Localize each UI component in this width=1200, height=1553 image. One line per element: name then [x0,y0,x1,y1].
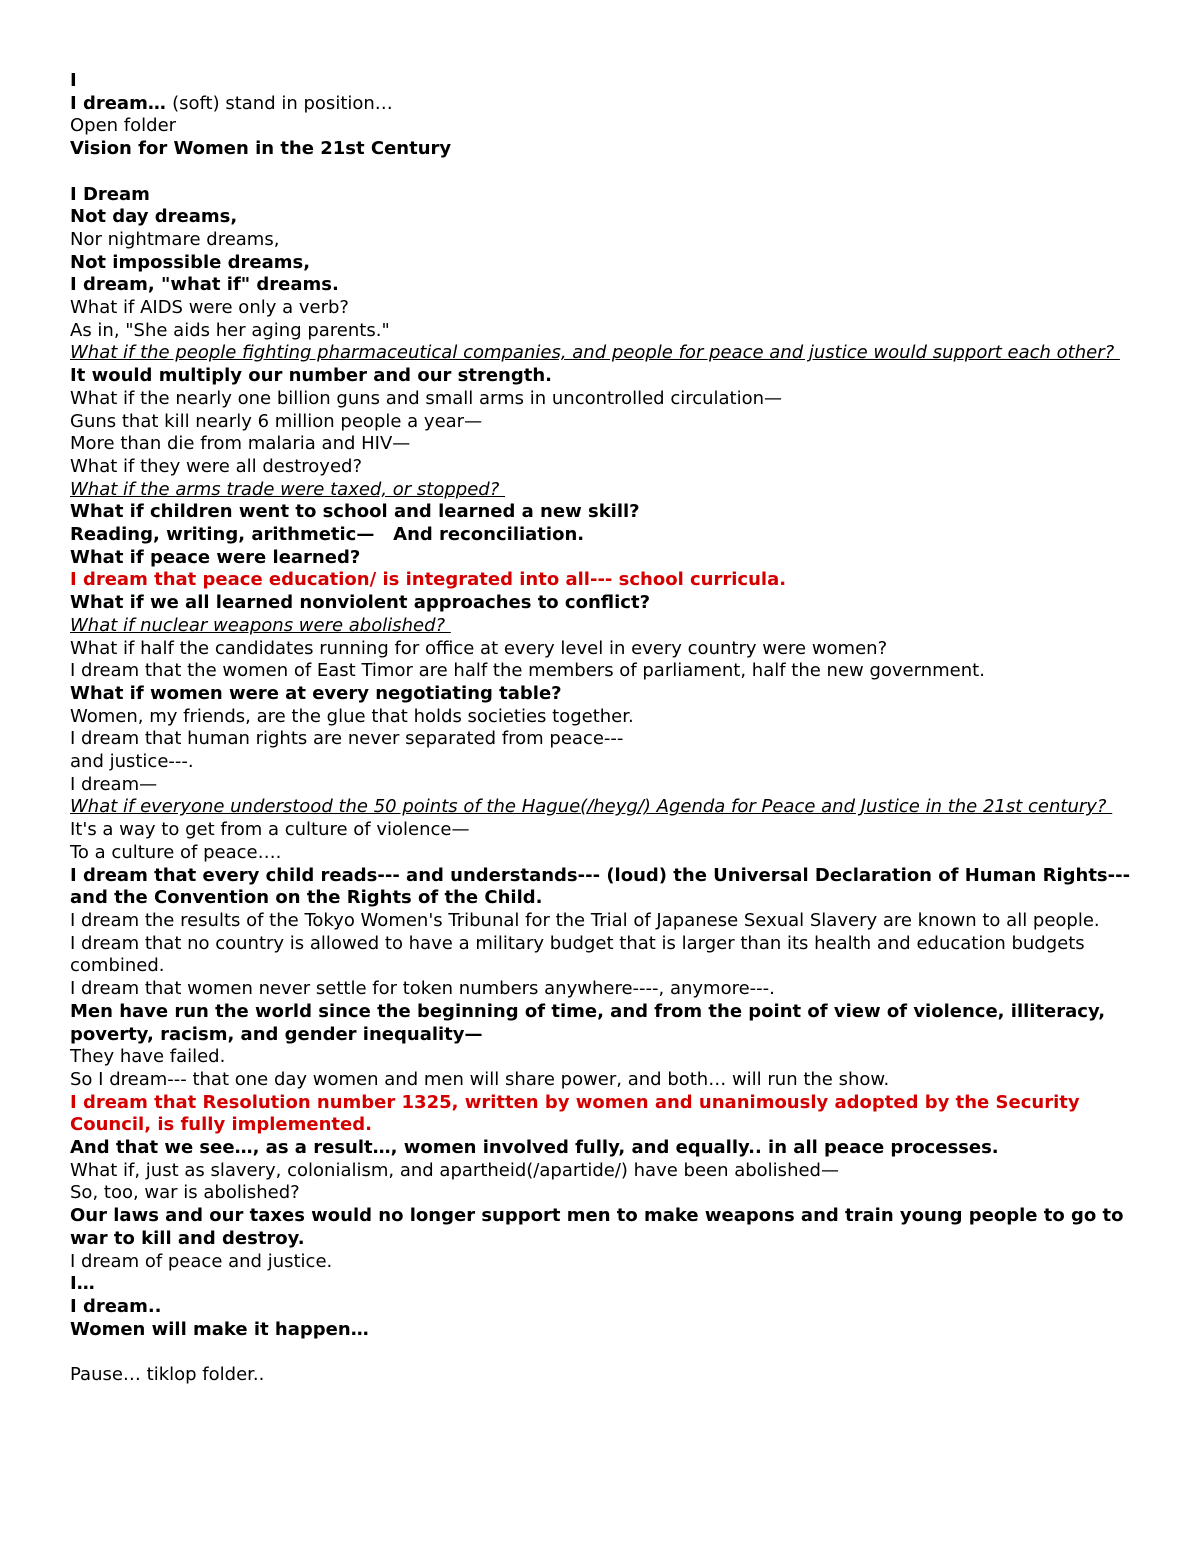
line-text: Not impossible dreams, [70,251,311,273]
text-line [70,388,1140,411]
text-line [70,1273,1140,1296]
line-text: I dream that no country is allowed to have a military budget that is larger than its health and education budgets combined. [70,932,1091,977]
text-line [70,252,1140,275]
line-text: I dream, "what if" dreams. [70,274,339,296]
text-line [70,365,1140,388]
text-line [70,796,1140,819]
text-line [70,1069,1140,1092]
text-line [70,501,1140,524]
line-text: And that we see…, as a result…, women involved fully, and equally.. in all peace processes. [70,1137,999,1159]
text-line [70,1001,1140,1046]
text-line [70,1319,1140,1342]
text-line [70,569,1140,592]
line-text: What if nuclear weapons were abolished? [70,614,451,636]
line-text: What if peace were learned? [70,546,361,568]
line-text: I… [70,1273,95,1295]
text-line [70,229,1140,252]
line-text: To a culture of peace…. [70,841,282,863]
text-line [70,592,1140,615]
line-text: and justice---. [70,751,194,773]
text-line [70,274,1140,297]
line-text: It's a way to get from a culture of violence— [70,819,470,841]
text-line [70,978,1140,1001]
text-line [70,842,1140,865]
line-text: What if they were all destroyed? [70,455,362,477]
line-text: What if children went to school and learned a new skill? [70,501,640,523]
text-line [70,297,1140,320]
text-line [70,342,1140,365]
text-line [70,206,1140,229]
text-line [70,184,1140,207]
text-line [70,411,1140,434]
text-line [70,706,1140,729]
line-text: As in, "She aids her aging parents." [70,319,390,341]
text-line [70,1205,1140,1250]
line-text: I dream that peace education/ is integrated into all--- school curricula. [70,569,787,591]
line-tail-text: (soft) stand in position… [172,92,393,114]
line-text: What if the nearly one billion guns and small arms in uncontrolled circulation— [70,387,783,409]
line-text: I dream that every child reads--- and understands--- (loud) the Universal Declaration of Human Rights--- and the Convention on the Rights of the Child. [70,864,1137,909]
line-text: Women will make it happen… [70,1318,369,1340]
text-line [70,320,1140,343]
text-line [70,774,1140,797]
text-line [70,865,1140,910]
line-text: Women, my friends, are the glue that holds societies together. [70,705,634,727]
text-line [70,70,1140,93]
text-line [70,683,1140,706]
line-text: So, too, war is abolished? [70,1182,300,1204]
text-line [70,1364,1140,1387]
text-line [70,1160,1140,1183]
line-text: They have failed. [70,1046,226,1068]
blank-line [70,1341,1140,1364]
text-line [70,933,1140,978]
text-line [70,615,1140,638]
line-text: I dream that the women of East Timor are half the members of parliament, half the new government. [70,660,985,682]
line-text: It would multiply our number and our strength. [70,365,553,387]
text-line [70,660,1140,683]
line-text: What if everyone understood the 50 points of the Hague(/heyg/) Agenda for Peace and Justice in the 21st century? [70,796,1113,818]
text-line [70,138,1140,161]
line-text: What if, just as slavery, colonialism, and apartheid(/apartide/) have been abolished— [70,1159,839,1181]
text-line [70,728,1140,751]
line-text: Reading, writing, arithmetic— And reconciliation. [70,524,585,546]
text-line [70,1251,1140,1274]
line-text: Our laws and our taxes would no longer support men to make weapons and train young people to go to war to kill and destroy. [70,1205,1130,1249]
text-line [70,751,1140,774]
line-text: What if the arms trade were taxed, or stopped? [70,478,505,500]
text-line [70,1182,1140,1205]
line-text: I dream… [70,92,173,114]
line-text: Open folder [70,115,177,137]
line-text: I dream that Resolution number 1325, written by women and unanimously adopted by the Security Council, is fully implemented. [70,1091,1086,1136]
text-line [70,479,1140,502]
line-text: What if women were at every negotiating table? [70,682,562,704]
text-line [70,819,1140,842]
line-text: What if we all learned nonviolent approaches to conflict? [70,592,651,614]
text-line [70,1046,1140,1069]
line-text: More than die from malaria and HIV— [70,433,411,455]
line-text: I Dream [70,183,150,205]
blank-line [70,161,1140,184]
line-text: I dream the results of the Tokyo Women's Tribunal for the Trial of Japanese Sexual Slavery are known to all people. [70,910,1100,931]
document-page [70,70,1140,1387]
text-line [70,456,1140,479]
text-line [70,1092,1140,1137]
line-text: Nor nightmare dreams, [70,228,280,250]
line-text: What if AIDS were only a verb? [70,297,349,319]
line-text: Men have run the world since the beginning of time, and from the point of view of violence, illiteracy, poverty, racism, and gender inequality— [70,1000,1112,1045]
line-text: I dream of peace and justice. [70,1250,333,1272]
line-text: I dream— [70,773,158,795]
line-text: I dream that women never settle for token numbers anywhere----, anymore---. [70,978,775,1000]
text-line [70,1137,1140,1160]
line-text: Vision for Women in the 21st Century [70,138,452,160]
text-line [70,93,1140,116]
text-line [70,524,1140,547]
text-line [70,910,1140,933]
line-text: I dream that human rights are never separated from peace--- [70,728,624,750]
text-line [70,115,1140,138]
line-text: What if the people fighting pharmaceutical companies, and people for peace and justice would support each other? [70,342,1120,364]
line-text: What if half the candidates running for office at every level in every country were women? [70,637,888,659]
line-text: I [70,70,77,91]
line-text: Pause… tiklop folder.. [70,1364,265,1386]
line-text: I dream.. [70,1295,162,1317]
line-text: So I dream--- that one day women and men will share power, and both… will run the show. [70,1068,890,1090]
text-line [70,1296,1140,1319]
text-line [70,433,1140,456]
line-text: Guns that kill nearly 6 million people a year— [70,410,483,432]
line-text: Not day dreams, [70,206,238,228]
text-line [70,638,1140,661]
text-line [70,547,1140,570]
